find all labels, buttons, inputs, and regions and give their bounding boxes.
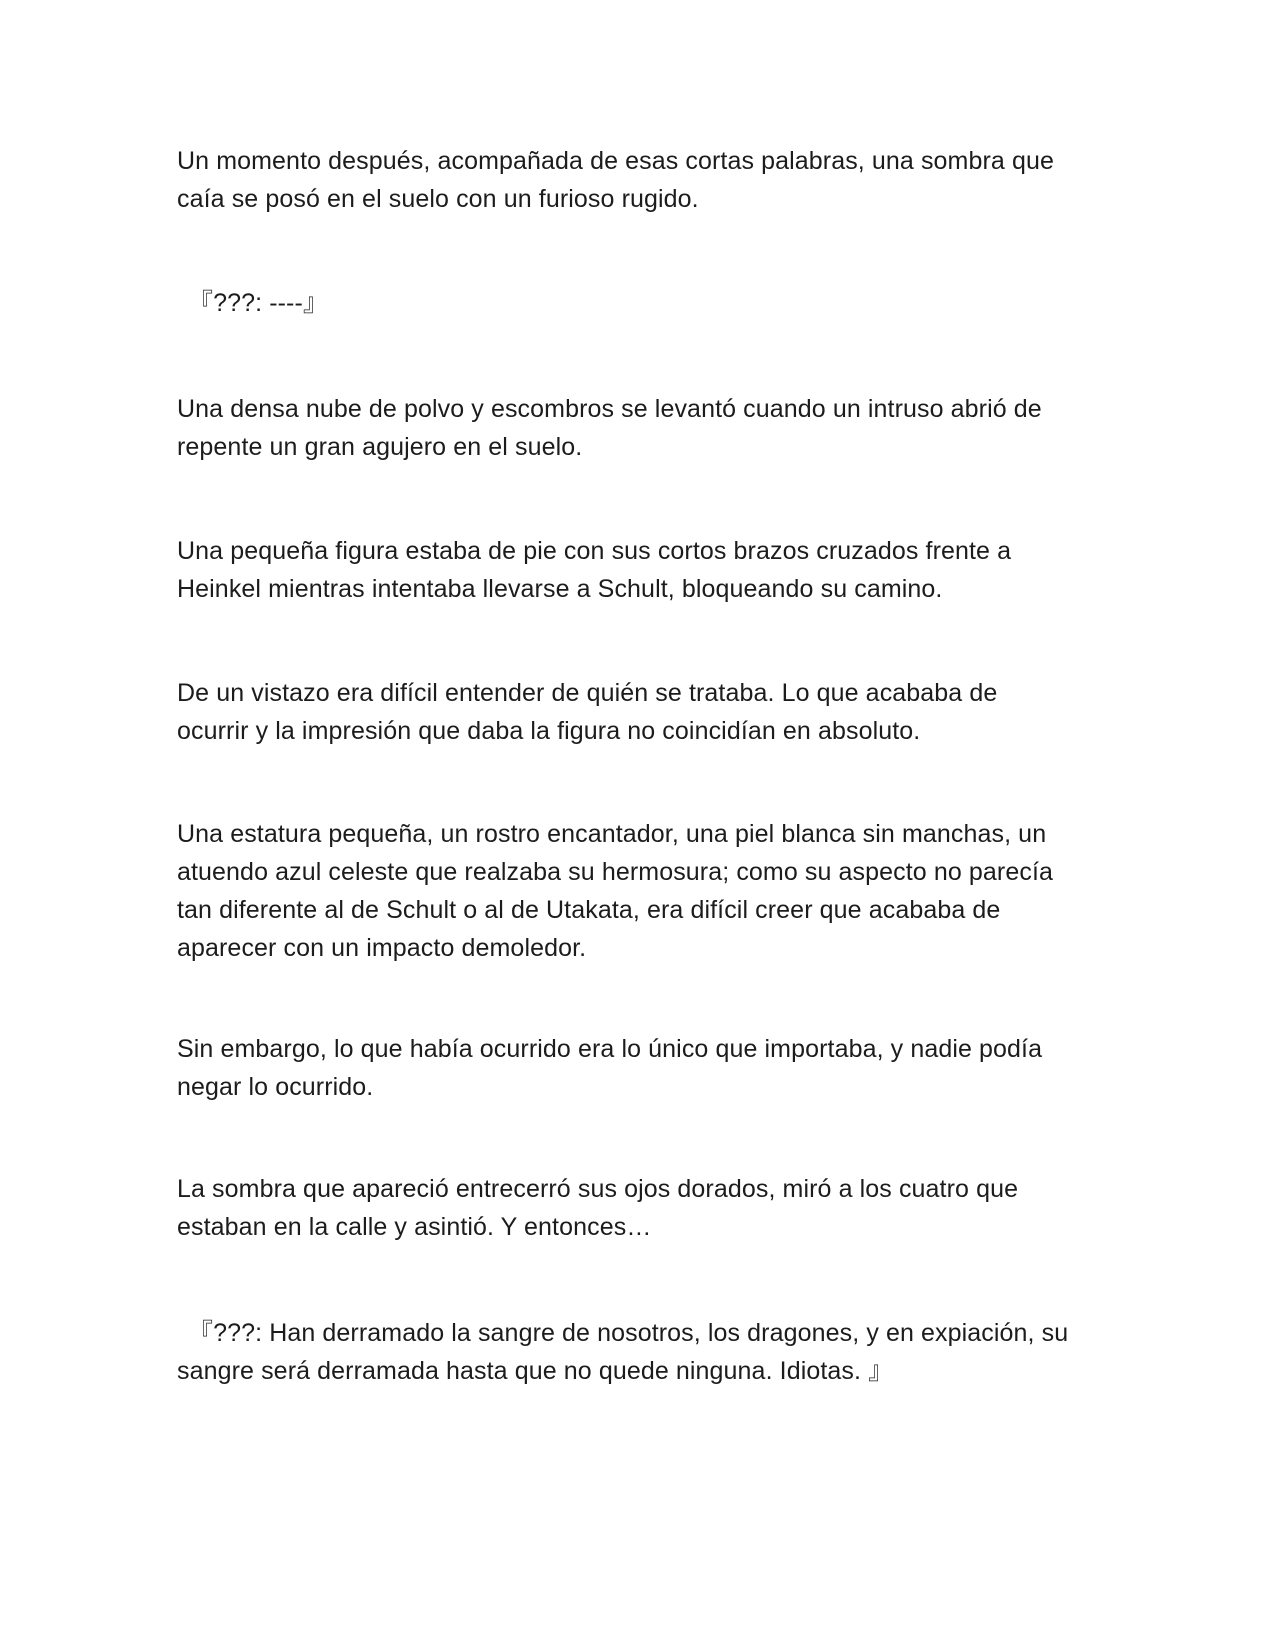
paragraph-line: Una estatura pequeña, un rostro encantador, una piel blanca sin manchas, un [177,820,1047,848]
paragraph-line: ocurrir y la impresión que daba la figura no coincidían en absoluto. [177,717,921,745]
paragraph-line: atuendo azul celeste que realzaba su hermosura; como su aspecto no parecía [177,858,1053,886]
paragraph-line: estaban en la calle y asintió. Y entonces… [177,1213,652,1241]
paragraph-6 [177,1030,1107,1106]
paragraph-line: caía se posó en el suelo con un furioso rugido. [177,185,699,213]
dialogue-line: 『???: Han derramado la sangre de nosotros, los dragones, y en expiación, su [188,1319,1069,1347]
paragraph-line: Heinkel mientras intentaba llevarse a Schult, bloqueando su camino. [177,575,943,603]
dialogue-line: 『???: ----』 [188,289,329,317]
paragraph-line: tan diferente al de Schult o al de Utakata, era difícil creer que acababa de [177,896,1001,924]
paragraph-line: aparecer con un impacto demoledor. [177,934,587,962]
paragraph-1 [177,142,1107,218]
paragraph-line: De un vistazo era difícil entender de quién se trataba. Lo que acababa de [177,679,998,707]
dialogue-1 [188,284,1118,322]
paragraph-line: Un momento después, acompañada de esas cortas palabras, una sombra que [177,147,1054,175]
paragraph-3 [177,532,1107,608]
paragraph-4 [177,674,1107,750]
paragraph-line: negar lo ocurrido. [177,1073,374,1101]
dialogue-2 [177,1314,1118,1390]
paragraph-line: repente un gran agujero en el suelo. [177,433,583,461]
paragraph-7 [177,1170,1107,1246]
paragraph-2 [177,390,1107,466]
paragraph-line: La sombra que apareció entrecerró sus ojos dorados, miró a los cuatro que [177,1175,1019,1203]
paragraph-line: Una pequeña figura estaba de pie con sus cortos brazos cruzados frente a [177,537,1012,565]
paragraph-line: Una densa nube de polvo y escombros se levantó cuando un intruso abrió de [177,395,1042,423]
paragraph-5 [177,815,1107,967]
paragraph-line: Sin embargo, lo que había ocurrido era lo único que importaba, y nadie podía [177,1035,1043,1063]
dialogue-line: sangre será derramada hasta que no quede ninguna. Idiotas. 』 [177,1357,894,1385]
